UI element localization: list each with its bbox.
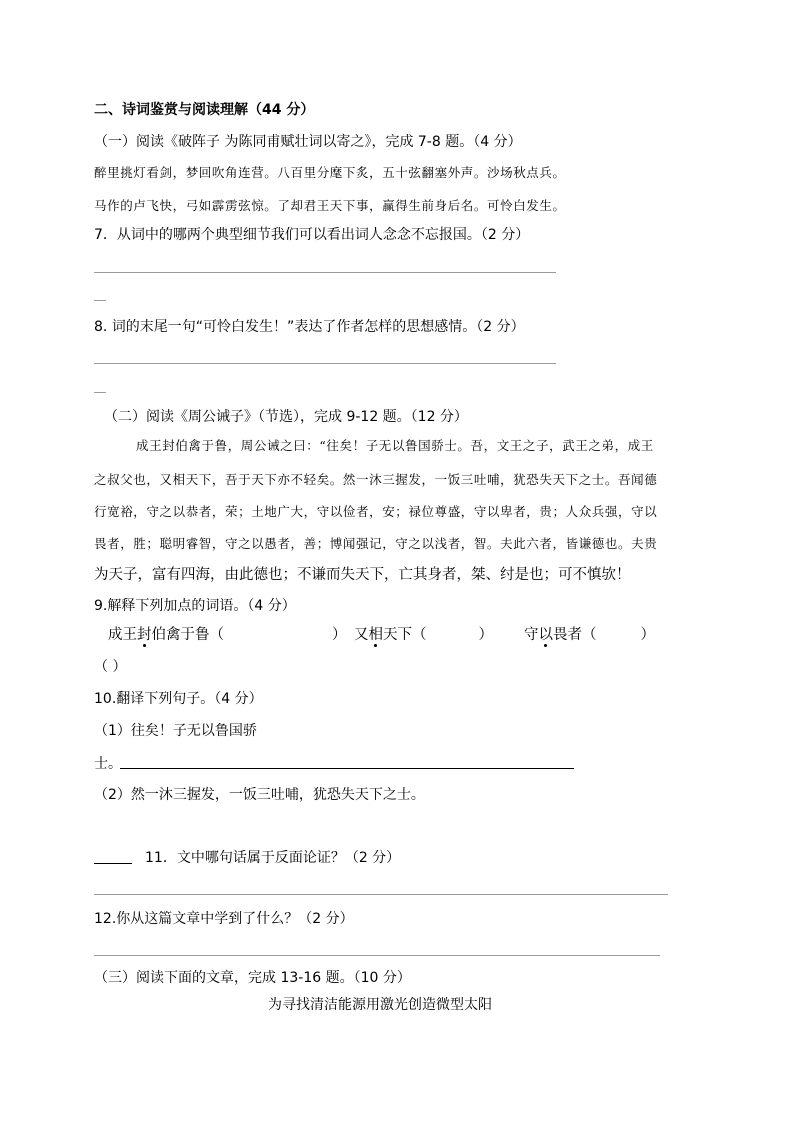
question-8: 8. 词的末尾一句“可怜白发生！”表达了作者怎样的思想感情。（2 分） [94,319,525,335]
poem-line-1: 醉里挑灯看剑，梦回吹角连营。八百里分麾下炙，五十弦翻塞外声。沙场秋点兵。 [94,165,566,180]
question-10: 10.翻译下列句子。（4 分） [94,691,263,707]
q10-sentence-1: （1）往矣！子无以鲁国骄 [94,723,257,739]
part2-intro: （二）阅读《周公诫子》（节选），完成 9-12 题。（12 分） [104,409,468,425]
poem-line-2: 马作的卢飞快，弓如霹雳弦惊。了却君王天下事，赢得生前身后名。可怜白发生。 [94,198,566,213]
q9-item-c: 守以畏者（ ） [524,627,655,643]
dotted-word: 以 [538,627,553,643]
answer-blank-q11 [94,863,132,864]
answer-line-q11 [94,894,668,895]
q10-sentence-2: （2）然一沐三握发，一饭三吐哺，犹恐失天下之士。 [94,787,425,803]
question-7: 7．从词中的哪两个典型细节我们可以看出词人念念不忘报国。（2 分） [94,227,530,243]
answer-line-q12 [94,955,660,956]
dotted-word: 相 [368,627,383,643]
q9-item-d: （ ） [94,659,127,675]
passage-line-last: 为天子，富有四海，由此德也；不谦而失天下，亡其身者，桀、纣是也；可不慎欤！ [94,567,631,583]
q10-sentence-1-cont: 士。 [94,756,122,772]
article-title: 为寻找清洁能源用激光创造微型太阳 [268,997,492,1013]
question-12: 12.你从这篇文章中学到了什么？（2 分） [94,911,354,927]
answer-line-q10-1 [120,768,574,769]
passage-line: 之叔父也，又相天下，吾于天下亦不轻矣。然一沐三握发，一饭三吐哺，犹恐失天下之士。吾闻德 [94,472,658,487]
dotted-word: 封 [137,627,152,643]
question-9: 9.解释下列加点的词语。（4 分） [94,598,296,614]
section-heading: 二、诗词鉴赏与阅读理解（44 分） [94,102,315,118]
passage-line: 行宽裕，守之以恭者，荣；土地广大，守以俭者，安；禄位尊盛，守以卑者，贵；人众兵强，守以 [94,504,658,519]
question-11: 11．文中哪句话属于反面论证？（2 分） [145,850,401,866]
passage-line: 成王封伯禽于鲁，周公诫之曰：“往矣！子无以鲁国骄士。吾，文王之子，武王之弟，成王 [136,438,654,453]
answer-dash-q8 [94,392,106,393]
answer-dash-q7 [94,300,106,301]
part1-intro: （一）阅读《破阵子 为陈同甫赋壮词以寄之》，完成 7-8 题。（4 分） [94,134,522,150]
part3-intro: （三）阅读下面的文章，完成 13-16 题。（10 分） [94,970,411,986]
answer-line-q8 [94,363,556,364]
q9-item-b: 又相天下（ ） [354,627,493,643]
answer-line-q7 [94,272,556,273]
q9-item-a: 成王封伯禽于鲁（ ） [108,627,347,643]
passage-line: 畏者，胜；聪明睿智，守之以愚者，善；博闻强记，守之以浅者，智。夫此六者，皆谦德也。夫贵 [94,536,658,551]
